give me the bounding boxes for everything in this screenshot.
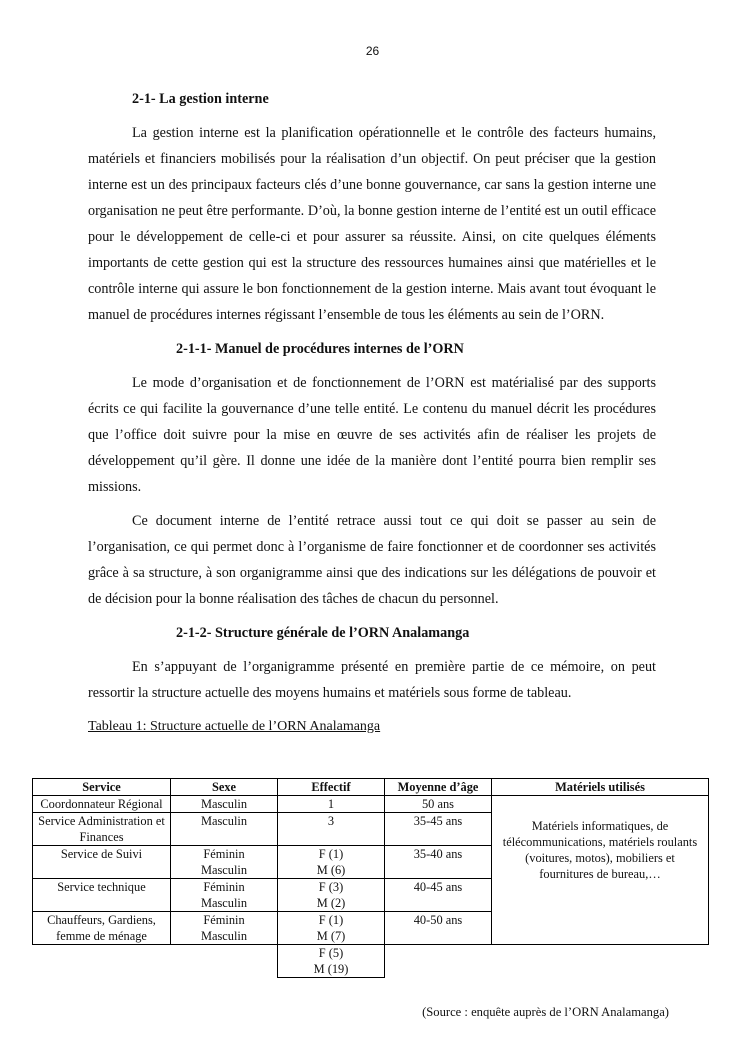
structure-table: [32, 778, 709, 978]
header-service: Service: [33, 779, 171, 796]
paragraph-manuel-1: Le mode d’organisation et de fonctionnement de l’ORN est matérialisé par des supports écrits ce qui facilite la gouvernance d’une telle entité. Le contenu du manuel décrit les procédures que l’office doit suivre pour la mise en œuvre de ses activités afin de réaliser les projets de développement qu’il gère. Il donne une idée de la manière dont l’entité pourra bien remplir ses missions.: [88, 375, 656, 495]
paragraph-structure: En s’appuyant de l’organigramme présenté en première partie de ce mémoire, on peut ressortir la structure actuelle des moyens humains et matériels sous forme de tableau.: [88, 659, 656, 701]
table-source: (Source : enquête auprès de l’ORN Analamanga): [422, 1005, 669, 1019]
table-row: [33, 796, 709, 813]
cell-service: Coordonnateur Régional: [33, 796, 171, 813]
cell-effectif: F (1) M (6): [278, 846, 385, 879]
page-number: 26: [365, 44, 380, 58]
cell-service: Chauffeurs, Gardiens, femme de ménage: [33, 912, 171, 945]
cell-effectif: F (3) M (2): [278, 879, 385, 912]
cell-age: 35-45 ans: [385, 813, 492, 846]
table-header-row: [33, 779, 709, 796]
cell-sexe: Féminin Masculin: [171, 879, 278, 912]
paragraph-manuel-2: Ce document interne de l’entité retrace aussi tout ce qui doit se passer au sein de l’organisation, ce qui permet donc à l’organisme de faire fonctionner et de coordonner ses activités grâce à sa structure, à son organigramme ainsi que des indications sur les délégations de pouvoir et de décision pour la bonne réalisation des tâches de chacun du personnel.: [88, 513, 656, 607]
subsection-title-manuel: 2-1-1- Manuel de procédures internes de l’ORN: [176, 341, 464, 357]
table-caption: Tableau 1: Structure actuelle de l’ORN Analamanga: [88, 719, 381, 734]
cell-total: F (5) M (19): [278, 945, 385, 978]
table-total-row: [33, 945, 709, 978]
cell-service: Service Administration et Finances: [33, 813, 171, 846]
document-body: [88, 86, 656, 736]
cell-sexe: Masculin: [171, 813, 278, 846]
cell-age: 35-40 ans: [385, 846, 492, 879]
header-effectif: Effectif: [278, 779, 385, 796]
cell-effectif: 3: [278, 813, 385, 846]
cell-service: Service de Suivi: [33, 846, 171, 879]
cell-service: Service technique: [33, 879, 171, 912]
header-materiels: Matériels utilisés: [492, 779, 709, 796]
subsection-title-structure: 2-1-2- Structure générale de l’ORN Analamanga: [176, 625, 470, 641]
paragraph-intro: La gestion interne est la planification opérationnelle et le contrôle des facteurs humains, matériels et financiers mobilisés pour la réalisation d’un objectif. On peut préciser que la gestion interne est un des principaux facteurs clés d’une bonne gouvernance, car sans la gestion interne une organisation ne peut être performante. D’où, la bonne gestion interne de l’entité est un outil efficace pour le développement de celle-ci et pour assurer sa réussite. Ainsi, on cite quelques éléments importants de cette gestion qui est la structure des ressources humaines ainsi que matérielles et le contrôle interne qui assure le bon fonctionnement de la gestion interne. Mais avant tout évoquant le manuel de procédures internes régissant l’ensemble de tous les éléments au sein de l’ORN.: [88, 125, 656, 323]
header-age: Moyenne d’âge: [385, 779, 492, 796]
cell-materiels: Matériels informatiques, de télécommunications, matériels roulants (voitures, motos), mobiliers et fournitures de bureau,…: [492, 796, 709, 945]
cell-effectif: 1: [278, 796, 385, 813]
cell-sexe: Masculin: [171, 796, 278, 813]
cell-effectif: F (1) M (7): [278, 912, 385, 945]
cell-age: 40-50 ans: [385, 912, 492, 945]
cell-sexe: Féminin Masculin: [171, 912, 278, 945]
cell-sexe: Féminin Masculin: [171, 846, 278, 879]
header-sexe: Sexe: [171, 779, 278, 796]
section-title: 2-1- La gestion interne: [132, 91, 269, 107]
cell-age: 40-45 ans: [385, 879, 492, 912]
cell-age: 50 ans: [385, 796, 492, 813]
